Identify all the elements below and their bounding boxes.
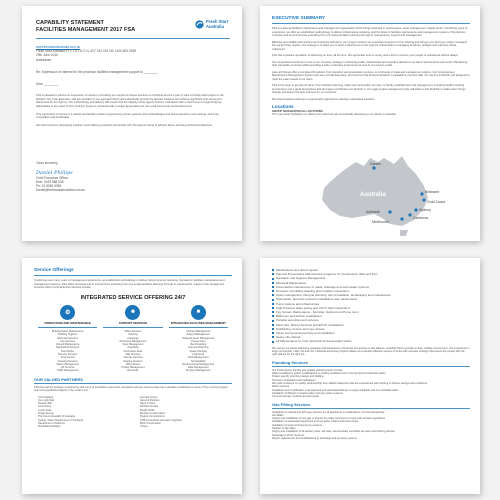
capability-paragraph: We partner our clients delivering sameway and transparency forms the cornerstone to this alliance, enabling FSA to provide a clean, healthy environment. Our experience in large commercial, major rail and civil, industrial and tenant projects allows us to develop effective scopes of works with accurate costings that ensure the project with the right skill set for the right job. xyxy=(272,346,470,357)
signer-title: Chief Executive Officer xyxy=(36,175,69,180)
list-item: CPB Contractors (formerly Leighton) xyxy=(140,418,182,422)
closing: Yours sincerely, xyxy=(36,161,59,166)
summary-paragraph-6: FSA is the team to get the job done. From flawless planning, trade and construction services, to facility establishment and management, including healthy working environment and a great atmosphere that all project contributors can flourish in. Our agile project management style will allow us the flexibility to adapt when things change and deliver the best outcome for our customer. xyxy=(272,84,466,94)
executive-summary-page xyxy=(260,6,480,241)
list-item: Sewerage & Pump Systems xyxy=(272,433,305,437)
summary-paragraph-1: FSA is a diverse facilities maintenance and management organisation which brings expertise in maintenance, asset management, capital works. Combining years of experience, we offer an established methodology to deliver infrastructure solutions, and the latest in facilities maintenance and management systems. FSA delivers complete end-to-end services extending from pre-implementation planning through to maintenance, support and management. xyxy=(272,27,468,37)
company-line: Fresh Start Australia PTY LTD, A.C.N. 617 764 015 Tel: 1100 809 2398 xyxy=(36,49,136,54)
list-item: Traffic Management xyxy=(56,369,79,373)
list-item: Sun Light Rail xyxy=(38,398,55,402)
city-label: Adelaide xyxy=(366,210,380,214)
list-item: Department of Defence xyxy=(38,421,65,425)
list-item: Richard Crooks xyxy=(140,405,158,409)
list-item: Taylors Constructions xyxy=(140,415,165,419)
summary-paragraph-5: Here at FSA we offer a complete FM solution from transition and preparation services, to a full suite of trade and management options. Our Computerised Maintenance Management System acts as a central data store, and ensures that all documentation is available to connect staff. Our service is flexible and designed to meet the exact needs of our client. xyxy=(272,70,470,81)
list-item: Bonfine Constructions xyxy=(140,412,166,416)
letter-paragraph-3: We look forward to developing solutions and building a powerful partnership with The Agents Group to achieve above and beyond desired objectives. xyxy=(36,123,213,127)
list-item: Environmental Management xyxy=(182,362,214,366)
signature: Daniel Phillips xyxy=(36,169,73,176)
gas-heading: Gas Fitting Services xyxy=(272,401,311,407)
list-item: Office Moves xyxy=(125,362,141,366)
plumbing-heading: Plumbing Services xyxy=(272,359,308,365)
list-item: Meeting Services xyxy=(123,359,143,363)
locations-heading: Locations xyxy=(272,104,294,109)
logo-icon xyxy=(195,20,204,29)
column-items xyxy=(169,330,228,373)
city-marker-canberra xyxy=(408,213,411,216)
bullet-item: Electrical Maintenance xyxy=(272,281,470,285)
city-label: Sydney xyxy=(419,208,431,212)
summary-paragraph-7: We look forward to working in a partnership approach to develop customised solutions. xyxy=(272,97,376,101)
bullet-item: Pump stations and infrastructure xyxy=(272,302,470,306)
list-item: Data Management xyxy=(188,366,209,370)
list-item: John Holland xyxy=(38,395,54,399)
document-title: CAPABILITY STATEMENT xyxy=(36,20,104,26)
city-marker-adelaide xyxy=(388,210,391,213)
list-item: Project Management xyxy=(121,366,145,370)
city-label: Brisbane xyxy=(425,190,440,194)
letter-paragraph-2: This expression of interest is a holistic and flexible solution supported by proven systems and methodologies and accompanied by cost savings, which are competitive and sustainable. xyxy=(36,112,219,120)
list-item: Fleet Management xyxy=(122,343,144,347)
list-item: Procurement xyxy=(191,339,206,343)
list-item: Project specific plumbing design and drafting xyxy=(272,375,324,379)
services-intro: Combining over many years of management experience, an established methodology to deliver robust dynamic solutions, the latest in facilities maintenance and management systems. FSA offers complete end to end services extending from pre-implementation planning through to maintenance, support and management services FSA's comprehensive services include: xyxy=(34,279,225,289)
list-item: Ground Maintenance xyxy=(55,343,80,347)
bullet-item: Asset management, lifecycle planning, site remediation, landscaping and maintenance xyxy=(272,293,470,297)
list-item: Security Services xyxy=(123,356,143,360)
list-item: Pest Control xyxy=(60,356,75,360)
list-item: Project Management xyxy=(186,333,210,337)
list-item: Electrical Services xyxy=(57,336,78,340)
bullet-item: Sanitation and Hygiene Management xyxy=(272,276,470,280)
re-line: Re: Expression of interest for the provision facilities management support to ________ xyxy=(36,69,158,74)
signer-mobile: Mob: 0433 588 938 xyxy=(36,179,64,184)
summary-paragraph-3: FSA has a positive reputation of delivering on-time, all the time. We appreciate time is money and a drive to ensure your project is operational without delays. xyxy=(272,54,459,57)
list-item: Rees & Sons xyxy=(140,402,156,406)
website-link[interactable]: www.freshstartaustralia.com.au xyxy=(36,45,81,49)
service-column-support xyxy=(103,305,162,373)
bullet-item: Tapes and general plumbing and installation xyxy=(272,331,470,335)
list-item: Water installations and/or modifications to existing installations for commercial and industrial needs xyxy=(272,372,386,376)
service-offerings-page xyxy=(22,258,242,494)
australia-map xyxy=(304,152,454,238)
bullet-item: High Pressure water jetting and CCTV drain inspections xyxy=(272,306,470,310)
building-icon: ■ xyxy=(191,305,206,320)
bullet-item: All Maintenance for Gas, Electrical and associated works xyxy=(272,339,470,343)
bullet-item: Bathroom and kitchen installations xyxy=(272,314,470,318)
list-item: Sams & Partners xyxy=(140,398,160,402)
list-item: Brookfield Multiplex xyxy=(38,425,61,429)
letter-date: 29th June 2016 xyxy=(36,53,58,58)
bullet-item: Provision of building cleaning and condition inspections xyxy=(272,289,470,293)
cover-letter-page xyxy=(22,6,242,241)
list-item: Contract Management xyxy=(185,329,211,333)
column-title: OPERATIONS AND MAINTENANCE xyxy=(44,320,91,325)
column-items xyxy=(103,330,162,373)
bullet-item: Scaffolding, Access and rope access xyxy=(272,327,470,331)
service-column-operations xyxy=(38,305,97,373)
list-item: Installation of filtered or treated water and grey water systems xyxy=(272,391,343,395)
partners-left xyxy=(38,396,130,429)
wrench-icon: ⚙ xyxy=(60,305,75,320)
list-item: Hot Water xyxy=(272,413,284,417)
partners-list xyxy=(34,396,232,429)
list-item: Sydney Trains Department of Transport xyxy=(38,418,84,422)
signer-email[interactable]: Daniel@freshstartaustralia.com.au xyxy=(36,188,85,193)
services-banner: INTEGRATED SERVICE OFFERING 24/7 xyxy=(80,294,186,301)
list-item: Security Services xyxy=(58,352,78,356)
list-item: Ford Group xyxy=(38,405,52,409)
city-label: Darwin xyxy=(370,162,382,166)
column-title: INTEGRATED FACILITIES MANAGEMENT xyxy=(170,320,226,325)
list-item: Office Services xyxy=(124,329,142,333)
list-item: Installation and modification to all pipework and associated fittings to supply drinkable and non-drinkable water xyxy=(272,388,399,392)
list-item: Mail Services xyxy=(125,352,141,356)
city-marker-sydney xyxy=(414,208,417,211)
list-item: Water services xyxy=(272,385,290,389)
list-item: Roads NSW xyxy=(140,408,155,412)
addressee: Addressee xyxy=(36,57,52,62)
list-item: Fire Services xyxy=(60,339,75,343)
summary-paragraph-2: Effective and reliable partnerships and expertise tailored to your project needs is an essential component of our offering and will give you and your project managers the support they require. Our strategy is to allow you to have a clear focus on the projects critical tasks of managing timelines, budgets and reaching critical milestones. xyxy=(272,40,468,51)
list-item: Hospitality xyxy=(127,346,139,350)
list-item: Concierge xyxy=(127,336,139,340)
list-item: Cleaning Services xyxy=(57,359,78,363)
list-item: The Commonwealth of Australia xyxy=(38,415,75,419)
list-item: Commercial pipe replacement and repair xyxy=(272,395,319,399)
list-item: Supply and installation of all sanitary ware, tap ware, electronically controlled tap ware and flushing devices xyxy=(272,430,395,434)
list-item: Mechanical Services xyxy=(56,346,80,350)
list-item: Thiess xyxy=(140,425,148,429)
city-label: Gold Coast xyxy=(427,200,445,204)
list-item: Removals xyxy=(127,369,139,373)
bullet-item: Plant Hire, Mining Services and EPCO installations xyxy=(272,323,470,327)
column-items xyxy=(38,330,97,373)
service-columns xyxy=(34,305,232,373)
locations-text: The map below highlights our offices from which we are successfully delivering to our clients in Australia. xyxy=(272,113,397,117)
capability-bullets xyxy=(272,268,470,344)
bullet-item: Fire System Maintenance - Sprinkler, Hydrant and Pump room xyxy=(272,310,470,314)
city-marker-brisbane xyxy=(420,192,423,195)
list-item: Supply and installation of new gas or electric hot water services to comply with all state regulations xyxy=(272,417,386,421)
list-item: Strategic Asset Management xyxy=(182,336,215,340)
list-item: Property Management xyxy=(185,369,211,373)
bullet-item: Preventative maintenance of roads, drainage and stormwater systems xyxy=(272,285,470,289)
company-logo: Fresh Start Australia xyxy=(195,20,230,29)
list-item: Lifecycle Planning xyxy=(188,346,209,350)
plumbing-list xyxy=(272,369,470,399)
map-title: Australia xyxy=(360,192,386,198)
people-icon: ☻ xyxy=(125,305,140,320)
list-item: Georgia Group xyxy=(140,395,158,399)
tasmania xyxy=(400,230,408,236)
salutation: Dear ________, xyxy=(36,82,59,87)
bullet-item: Heavy Hire Rental xyxy=(272,335,470,339)
list-item: Benchmarking xyxy=(190,343,207,347)
services-heading: Service Offerings xyxy=(34,268,74,273)
bullet-item: Stormwater, land and reservoir installations and maintenance xyxy=(272,297,470,301)
list-item: Lift Services xyxy=(60,366,75,370)
letter-paragraph-1: FSA is pleased to submit our expression of interest in providing our support of unique services to contribute and be a part of such a critical public project in the Western City Train Extension. We are confident in our approach which will undoubtedly provide the desired solutions and achieve significant cost saving and efficiencies for the Agency. Our methodology and delivery will ensure that the integrity of the Agents brand is maintained with a clear focus on supporting key deliverables in the areas of Civil, Delivery Systems combined with a unique appreciation for the Local Community and Environment. xyxy=(36,94,224,108)
city-marker-gold-coast xyxy=(422,198,425,201)
section-heading: EXECUTIVE SUMMARY xyxy=(272,16,326,21)
list-item: Sanitary & Tap Ware xyxy=(272,427,296,431)
list-item: We pride ourselves on quality workmanship from skilled tradesmen that are experienced with working in diverse settings and conditions. xyxy=(272,382,428,386)
summary-paragraph-4: Our empowered workforce is core to our company strategy in achieving quality relationships and expertise tailored to our client requirements and needs. Maintaining high standards of service whilst providing a safe, productive environment is core to our service model. xyxy=(272,60,468,67)
gas-list xyxy=(272,411,470,441)
bullet-item: Portable amenities and services xyxy=(272,318,470,322)
city-label: Melbourne xyxy=(372,220,389,224)
signer-phone: Ph: 02 8256 5398 xyxy=(36,183,62,188)
list-item: Space Planning xyxy=(189,349,208,353)
service-column-ifm xyxy=(169,305,228,373)
capabilities-page xyxy=(260,258,480,494)
list-item: Help Desk xyxy=(192,352,205,356)
list-item: Installation of solar and heat pump systems xyxy=(272,423,322,427)
list-item: Provision of detailed cost breakdowns xyxy=(272,378,316,382)
list-item: Document Management xyxy=(119,339,147,343)
list-item: BGC Construction xyxy=(140,421,161,425)
partners-heading: OUR VALUED PARTNERS xyxy=(34,376,83,382)
list-item: Our Professional, friendly and reliable plumbing team provide: xyxy=(272,368,343,372)
list-item: Building Hygiene xyxy=(58,333,78,337)
list-item: Installation of natural and LPG gas services for all appliances in residential or commercial settings: xyxy=(272,410,385,414)
bullet-item: Maintenance and defect repairs xyxy=(272,268,470,272)
locations-subheading: GROUP GEOGRAPHICAL LOCATIONS xyxy=(272,109,323,113)
list-item: Risk Management xyxy=(188,356,209,360)
list-item: Waste Management xyxy=(56,362,79,366)
partners-right xyxy=(140,396,232,429)
list-item: Roof Works xyxy=(61,349,75,353)
list-item: Building Fabric Maintenance xyxy=(51,329,84,333)
list-item: Origin Energy xyxy=(38,412,54,416)
city-marker-darwin xyxy=(372,166,375,169)
bullet-item: Planned Preventative Maintenance programs for Construction (Wet and Dry) xyxy=(272,272,470,276)
column-title: SUPPORT SERVICES xyxy=(118,320,148,325)
list-item: Lend Lease xyxy=(38,408,52,412)
list-item: Catering xyxy=(128,333,138,337)
list-item: Downer EDI xyxy=(38,402,52,406)
document-subtitle: FACILITIES MANAGEMENT 2017 FSA xyxy=(36,27,136,33)
list-item: Information Desk xyxy=(123,349,143,353)
city-marker-melbourne xyxy=(400,217,403,220)
list-item: Sustainability xyxy=(190,359,206,363)
list-item: Installation of associated equipment such as tanks, boilers and heat pumps xyxy=(272,420,359,424)
city-label: Canberra xyxy=(413,216,428,220)
list-item: Repair, replacement and modifications to sewerage and pumping systems xyxy=(272,436,357,440)
partners-intro: FSA has had the privilege of partnering with some of Australia's most iconic companies and are proud to have been valuable contributors to some of the country's largest and most significant projects in the modern era. xyxy=(34,385,228,393)
